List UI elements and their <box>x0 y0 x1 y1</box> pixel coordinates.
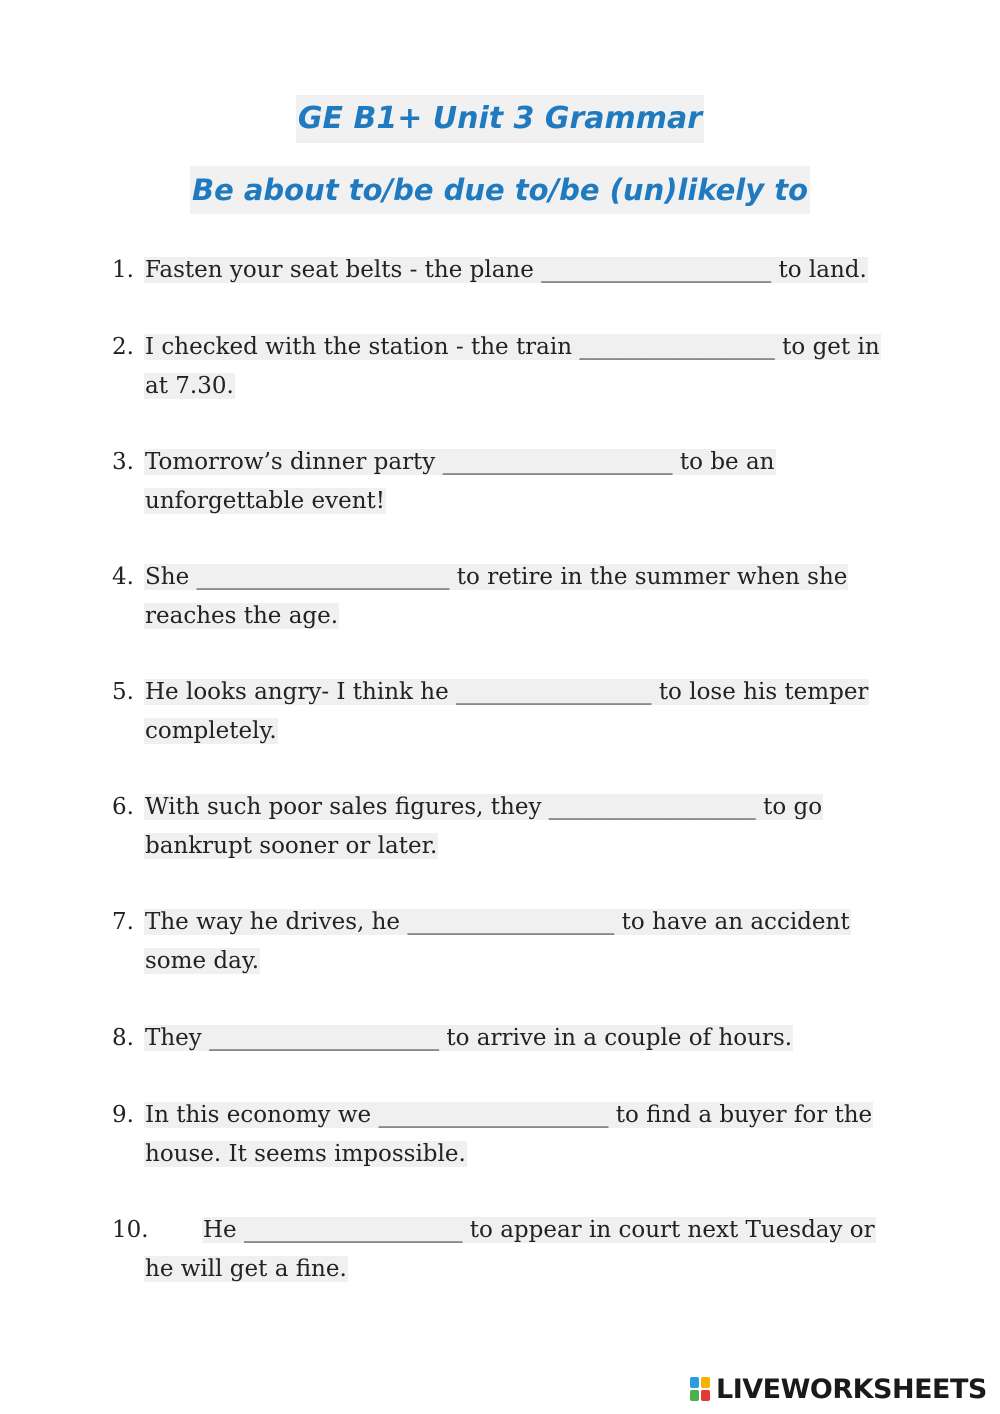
question-text <box>144 788 934 865</box>
question-number: 10. <box>112 1217 149 1243</box>
question-line: I checked with the station - the train _________________ to get in <box>145 334 880 360</box>
question-line: He looks angry- I think he _________________ to lose his temper <box>145 679 869 705</box>
question-number: 1. <box>112 257 134 283</box>
question-line: He ___________________ to appear in court next Tuesday or <box>203 1217 875 1243</box>
question-line: some day. <box>145 947 260 974</box>
question-number: 9. <box>112 1102 134 1128</box>
question-line: he will get a fine. <box>145 1255 347 1282</box>
question-line: unforgettable event! <box>145 487 386 514</box>
question-number: 5. <box>112 679 134 705</box>
question-number: 7. <box>112 909 134 935</box>
question-number: 2. <box>112 334 134 360</box>
question-text <box>144 1019 934 1058</box>
question-text <box>144 251 934 290</box>
question-text <box>144 328 934 405</box>
question-line: house. It seems impossible. <box>145 1140 466 1167</box>
question-number: 3. <box>112 449 134 475</box>
question-line: She ______________________ to retire in the summer when she <box>145 564 848 590</box>
question-text <box>144 1096 934 1173</box>
question-line: With such poor sales figures, they __________________ to go <box>145 794 823 820</box>
question-text <box>144 1211 934 1288</box>
question-line: at 7.30. <box>145 372 234 399</box>
question-number: 4. <box>112 564 134 590</box>
title-container <box>0 95 1000 143</box>
logo-text: LIVEWORKSHEETS <box>716 1373 987 1405</box>
question-text <box>144 558 934 635</box>
question-line: Tomorrow’s dinner party ____________________ to be an <box>145 449 775 475</box>
worksheet-title: GE B1+ Unit 3 Grammar <box>296 95 704 143</box>
question-line: They ____________________ to arrive in a couple of hours. <box>145 1025 793 1051</box>
question-line: Fasten your seat belts - the plane ____________________ to land. <box>145 257 867 283</box>
liveworksheets-logo-icon <box>690 1376 712 1402</box>
question-text <box>144 903 934 980</box>
subtitle-container <box>0 166 1000 214</box>
question-line: In this economy we ____________________ to find a buyer for the <box>145 1102 873 1128</box>
question-number: 8. <box>112 1025 134 1051</box>
question-line: bankrupt sooner or later. <box>145 832 438 859</box>
question-number: 6. <box>112 794 134 820</box>
question-line: reaches the age. <box>145 602 339 629</box>
worksheet-subtitle: Be about to/be due to/be (un)likely to <box>190 166 810 214</box>
question-line: The way he drives, he __________________ to have an accident <box>145 909 850 935</box>
question-line: completely. <box>145 717 277 744</box>
question-text <box>144 443 934 520</box>
question-text <box>144 673 934 750</box>
liveworksheets-logo <box>690 1372 987 1406</box>
